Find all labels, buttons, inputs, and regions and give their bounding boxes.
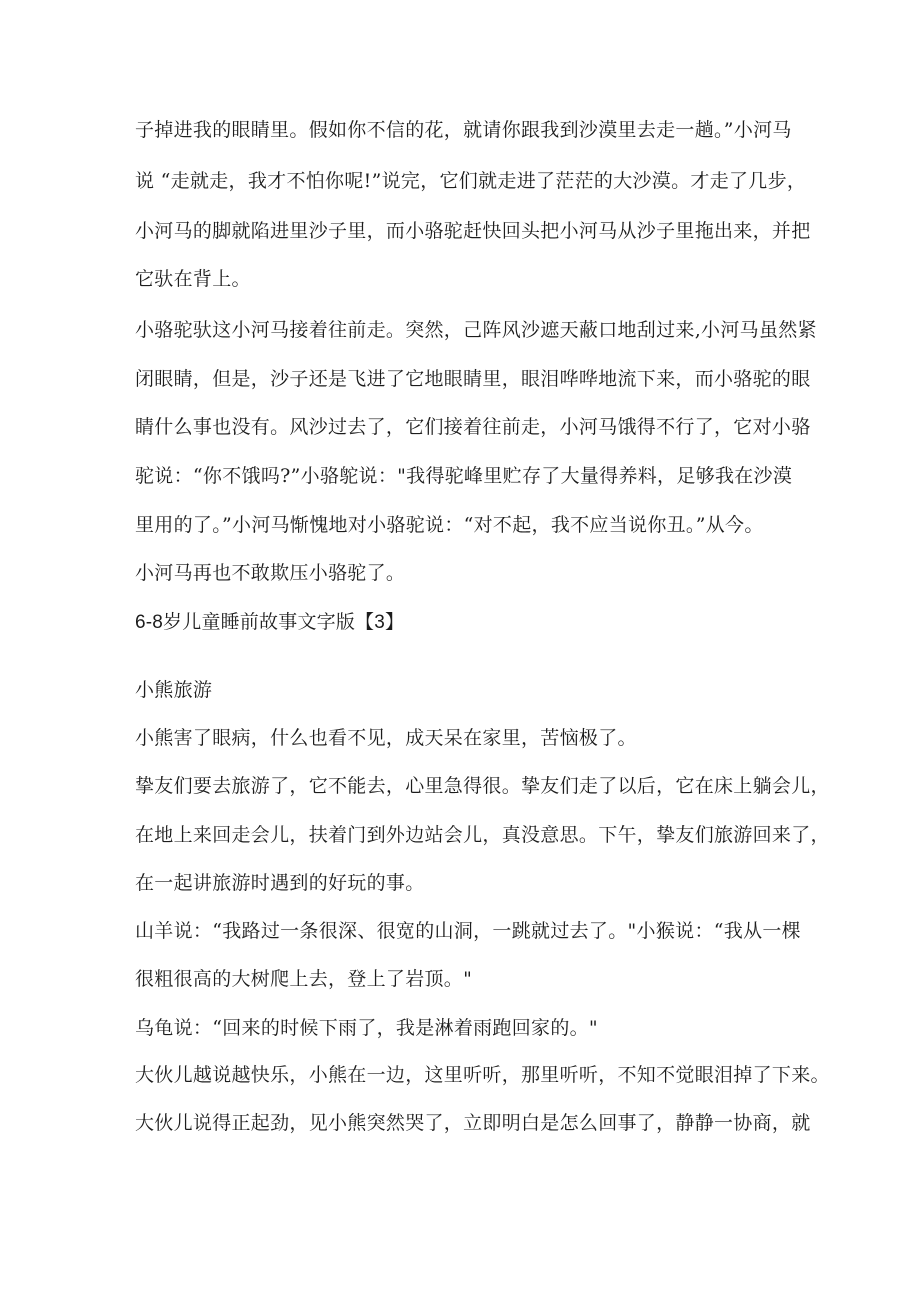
story-title: 小熊旅游 bbox=[135, 679, 213, 701]
text-line: 小河马再也不敢欺压小骆驼了。 bbox=[135, 562, 406, 584]
text-line: 在一起讲旅游时遇到的好玩的事。 bbox=[135, 872, 425, 894]
text-line: 大伙儿越说越快乐，小熊在一边，这里听听，那里听听，不知不觉眼泪掉了下来。 bbox=[135, 1064, 830, 1086]
text-line: 睛什么事也没有。风沙过去了，它们接着往前走，小河马饿得不行了，它对小骆 bbox=[135, 416, 811, 438]
text-line: 大伙儿说得正起劲，见小熊突然哭了，立即明白是怎么回事了，静静一协商，就 bbox=[135, 1112, 811, 1134]
text-line: 乌龟说：“回来的时候下雨了，我是淋着雨跑回家的。" bbox=[135, 1017, 598, 1039]
text-line: 很粗很高的大树爬上去，登上了岩顶。" bbox=[135, 968, 473, 990]
text-line: 它驮在背上。 bbox=[135, 268, 251, 290]
text-line: 子掉进我的眼睛里。假如你不信的花，就请你跟我到沙漠里去走一趟。”小河马 bbox=[135, 119, 792, 141]
text-line: 小骆驼驮这小河马接着往前走。突然，己阵风沙遮天蔽口地刮过来,小河马虽然紧 bbox=[135, 319, 817, 341]
text-line: 挚友们要去旅游了，它不能去，心里急得很。挚友们走了以后，它在床上躺会儿， bbox=[135, 775, 830, 797]
text-line: 闭眼睛，但是，沙子还是飞进了它地眼睛里，眼泪哗哗地流下来，而小骆驼的眼 bbox=[135, 368, 811, 390]
text-line: 里用的了。”小河马惭愧地对小骆驼说：“对不起，我不应当说你丑。”从今。 bbox=[135, 514, 764, 536]
text-line: 山羊说：“我路过一条很深、很宽的山洞，一跳就过去了。"小猴说：“我从一棵 bbox=[135, 920, 801, 942]
text-line: 在地上来回走会儿，扶着门到外边站会儿，真没意思。下午，挚友们旅游回来了， bbox=[135, 824, 830, 846]
text-line: 小河马的脚就陷进里沙子里，而小骆驼赶快回头把小河马从沙子里拖出来，并把 bbox=[135, 220, 811, 242]
text-line: 驼说：“你不饿吗?”小骆鸵说："我得驼峰里贮存了大量得养料，足够我在沙漠 bbox=[135, 465, 793, 487]
section-heading: 6-8岁儿童睡前故事文字版【3】 bbox=[135, 612, 405, 633]
text-line: 小熊害了眼病，什么也看不见，成天呆在家里，苦恼极了。 bbox=[135, 727, 637, 749]
text-line: 说 “走就走，我才不怕你呢!”说完，它们就走进了茫茫的大沙漠。才走了几步， bbox=[135, 170, 807, 192]
